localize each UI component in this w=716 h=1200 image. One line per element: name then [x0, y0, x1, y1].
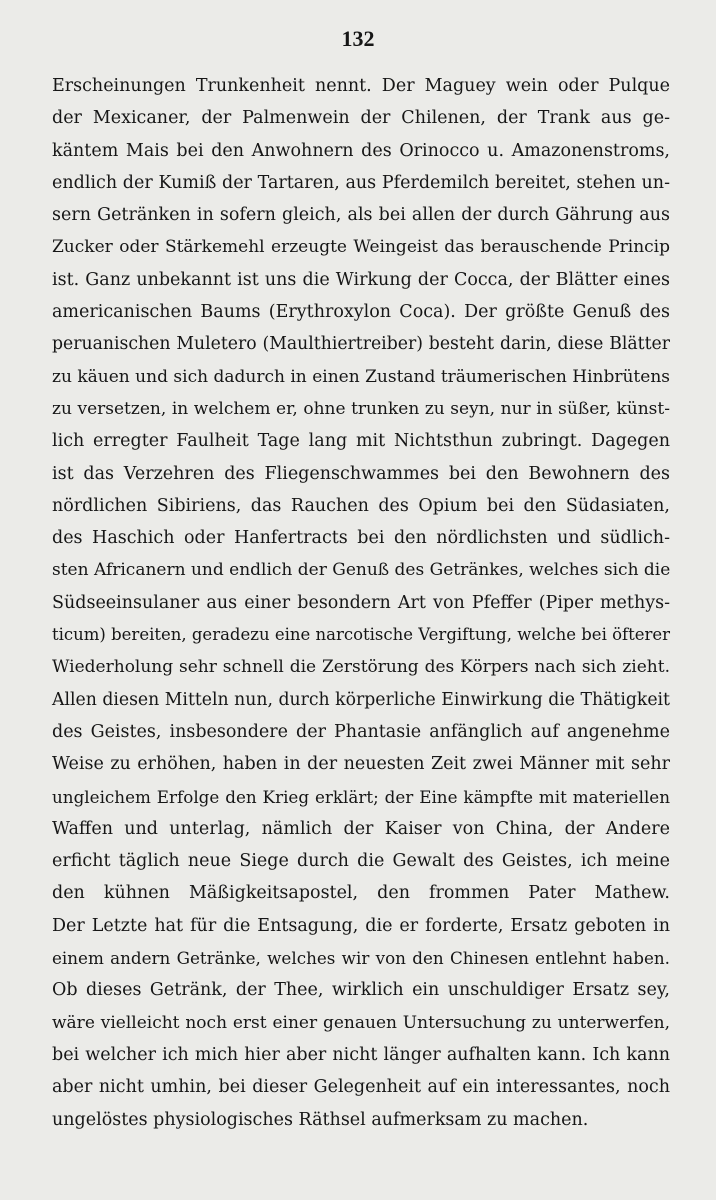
body-text	[52, 70, 670, 1136]
text-line: aber nicht umhin, bei dieser Gelegenheit auf ein interessantes, noch	[52, 1077, 670, 1098]
text-line: sern Getränken in sofern gleich, als bei allen der durch Gährung aus	[52, 205, 670, 226]
text-line: wäre vielleicht noch erst einer genauen Untersuchung zu unterwerfen,	[52, 1012, 670, 1033]
text-line: erficht täglich neue Siege durch die Gewalt des Geistes, ich meine	[52, 851, 670, 872]
text-line: lich erregter Faulheit Tage lang mit Nichtsthun zubringt. Dagegen	[52, 431, 670, 452]
text-line: Wiederholung sehr schnell die Zerstörung des Körpers nach sich zieht.	[52, 657, 670, 678]
text-line: des Haschich oder Hanfertracts bei den nördlichsten und südlich-	[52, 528, 670, 549]
text-line: sten Africanern und endlich der Genuß des Getränkes, welches sich die	[52, 560, 671, 581]
text-line: Südseeinsulaner aus einer besondern Art von Pfeffer (Piper methys-	[52, 592, 670, 613]
text-line: ungelöstes physiologisches Räthsel aufmerksam zu machen.	[52, 1109, 589, 1130]
text-line: Ob dieses Getränk, der Thee, wirklich ein unschuldiger Ersatz sey,	[52, 980, 670, 1001]
text-line: ist. Ganz unbekannt ist uns die Wirkung der Cocca, der Blätter eines	[52, 269, 670, 290]
text-line: Zucker oder Stärkemehl erzeugte Weingeist das berauschende Princip	[52, 237, 670, 258]
text-line: einem andern Getränke, welches wir von den Chinesen entlehnt haben.	[52, 948, 670, 969]
text-line: käntem Mais bei den Anwohnern des Orinocco u. Amazonenstroms,	[52, 140, 670, 161]
text-line: Weise zu erhöhen, haben in der neuesten Zeit zwei Männer mit sehr	[52, 754, 670, 775]
text-line: nördlichen Sibiriens, das Rauchen des Opium bei den Südasiaten,	[52, 495, 670, 516]
text-line: der Mexicaner, der Palmenwein der Chilenen, der Trank aus ge-	[52, 108, 670, 129]
text-line: ungleichem Erfolge den Krieg erklärt; der Eine kämpfte mit materiellen	[52, 786, 670, 807]
text-line: americanischen Baums (Erythroxylon Coca). Der größte Genuß des	[52, 302, 670, 323]
text-line: den kühnen Mäßigkeitsapostel, den frommen Pater Mathew.	[52, 883, 670, 904]
text-line: endlich der Kumiß der Tartaren, aus Pferdemilch bereitet, stehen un-	[52, 172, 670, 193]
text-line: bei welcher ich mich hier aber nicht länger aufhalten kann. Ich kann	[52, 1044, 670, 1065]
text-line: peruanischen Muletero (Maulthiertreiber) besteht darin, diese Blätter	[52, 334, 670, 355]
text-line: ist das Verzehren des Fliegenschwammes bei den Bewohnern des	[52, 463, 670, 484]
text-line: Der Letzte hat für die Entsagung, die er forderte, Ersatz geboten in	[52, 915, 670, 936]
text-line: des Geistes, insbesondere der Phantasie anfänglich auf angenehme	[52, 721, 670, 742]
page-number: 132	[341, 26, 375, 51]
text-line: zu versetzen, in welchem er, ohne trunken zu seyn, nur in süßer, künst-	[52, 398, 670, 419]
text-line: Erscheinungen Trunkenheit nennt. Der Maguey wein oder Pulque	[52, 76, 670, 96]
text-line: ticum) bereiten, geradezu eine narcotische Vergiftung, welche bei öfterer	[52, 625, 671, 645]
text-line: zu käuen und sich dadurch in einen Zustand träumerischen Hinbrütens	[52, 366, 670, 387]
text-line: Allen diesen Mitteln nun, durch körperliche Einwirkung die Thätigkeit	[52, 689, 670, 710]
text-line: Waffen und unterlag, nämlich der Kaiser von China, der Andere	[52, 818, 670, 839]
